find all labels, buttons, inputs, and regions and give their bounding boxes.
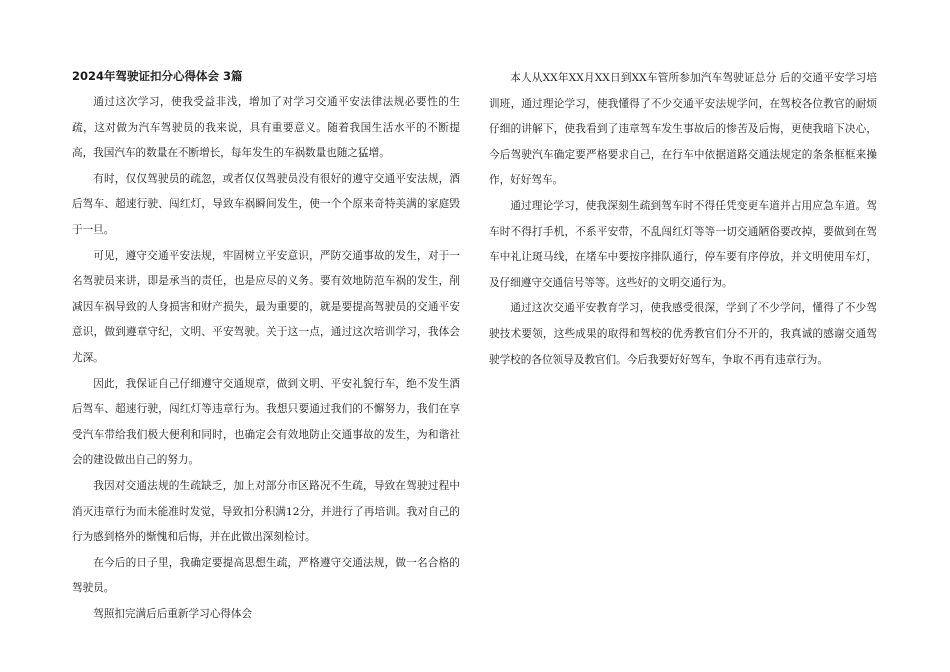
paragraph: 在今后的日子里，我确定要提高思想生疏，严格遵守交通法规，做一名合格的驾驶员。 [72,556,460,595]
paragraph: 有时，仅仅驾驶员的疏忽，或者仅仅驾驶员没有很好的遵守交通平安法规，酒后驾车、超速行驶、闯红灯，导致车祸瞬间发生，使一个个原来奇特美满的家庭毁于一旦。 [72,172,460,236]
document-title: 2024年驾驶证扣分心得体会 3篇 [72,69,243,83]
paragraph: 可见，遵守交通平安法规，牢固树立平安意识，严防交通事故的发生，对于一名驾驶员来讲，即是承当的责任，也是应尽的义务。要有效地防范车祸的发生，削减因车祸导致的人身损害和财产损失，最为重要的，就是要提高驾驶员的交通平安意识，做到遵章守纪，文明、平安驾驶。关于这一点，通过这次培训学习，我体会尤深。 [72,249,460,364]
paragraph: 本人从XX年XX月XX日到XX车管所参加汽车驾驶证总分 后的交通平安学习培训班，通过理论学习，使我懂得了不少交通平安法规学问，在驾校各位教官的耐烦仔细的讲解下，使我看到了违章驾车发生事故后的惨苦及后悔，更使我暗下决心，今后驾驶汽车确定要严格要求自己，在行车中依据道路交通法规定的条条框框来操作，好好驾车。 [489,72,877,187]
paragraph: 通过这次学习，使我受益非浅，增加了对学习交通平安法律法规必要性的生疏，这对做为汽车驾驶员的我来说，具有重要意义。随着我国生活水平的不断提高，我国汽车的数量在不断增长，每年发生的车祸数量也随之猛增。 [72,96,460,160]
paragraph: 通过理论学习，使我深刻生疏到驾车时不得任凭变更车道并占用应急车道。驾车时不得打手机，不系平安带，不乱闯红灯等等一切交通陋俗要改掉，要做到在驾车中礼让斑马线，在堵车中要按序排队通行，停车要有序停放，并文明使用车灯，及仔细遵守交通信号等等。这些好的文明交通行为。 [489,199,877,289]
section-heading: 驾照扣完满后后重新学习心得体会 [93,607,253,620]
paragraph: 通过这次交通平安教育学习，使我感受很深，学到了不少学问，懂得了不少驾驶技术要领，这些成果的取得和驾校的优秀教官们分不开的，我真诚的感谢交通驾驶学校的各位领导及教官们。今后我要好好驾车，争取不再有违章行为。 [489,302,877,366]
paragraph: 因此，我保证自己仔细遵守交通规章，做到文明、平安礼貌行车，绝不发生酒后驾车、超速行驶，闯红灯等违章行为。我想只要通过我们的不懈努力，我们在享受汽车带给我们极大便利和同时，也确定会有效地防止交通事故的发生，为和谐社会的建设做出自己的努力。 [72,377,460,467]
right-column [489,66,877,373]
paragraph: 我因对交通法规的生疏缺乏，加上对部分市区路况不生疏，导致在驾驶过程中消灭违章行为而未能准时发觉，导致扣分积满12分，并进行了再培训。我对自己的行为感到格外的惭愧和后悔，并在此做出深刻检讨。 [72,479,460,544]
left-column [72,66,460,627]
